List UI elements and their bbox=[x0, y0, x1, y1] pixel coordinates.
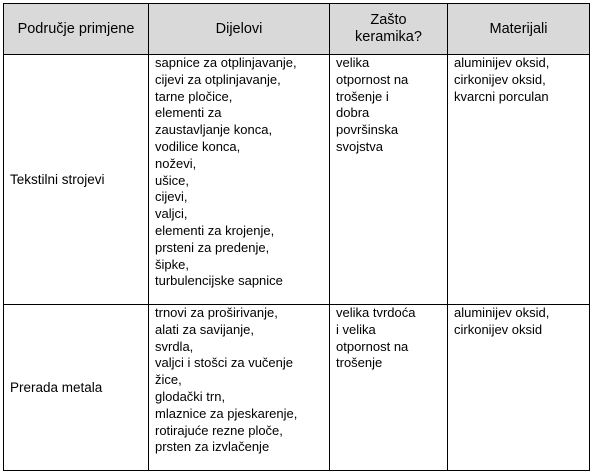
why-line: svojstva bbox=[336, 138, 383, 154]
materials-cell bbox=[448, 55, 590, 305]
part-item: alati za savijanje, bbox=[155, 321, 254, 337]
part-item: svrdla, bbox=[155, 338, 194, 354]
why-line: otpornost na bbox=[336, 71, 409, 87]
table-row bbox=[4, 55, 590, 305]
part-item: rotirajuće rezne ploče, bbox=[155, 422, 283, 438]
application-area-cell: Tekstilni strojevi bbox=[4, 55, 149, 305]
part-item: zaustavljanje konca, bbox=[155, 122, 273, 138]
part-item: mlaznice za pjeskarenje, bbox=[155, 405, 298, 421]
application-area-cell: Prerada metala bbox=[4, 305, 149, 471]
material-item: cirkonijev oksid bbox=[454, 321, 543, 337]
ceramics-applications-table bbox=[3, 3, 590, 471]
material-item: kvarcni porculan bbox=[454, 88, 549, 104]
part-item: tarne pločice, bbox=[155, 88, 233, 104]
why-line: trošenje i bbox=[336, 88, 389, 104]
part-item: cijevi, bbox=[155, 189, 188, 205]
part-item: glodački trn, bbox=[155, 388, 226, 404]
part-item: šipke, bbox=[155, 256, 189, 272]
why-line: dobra bbox=[336, 105, 370, 121]
table-row bbox=[4, 305, 590, 471]
why-ceramics-cell bbox=[330, 305, 448, 471]
material-item: cirkonijev oksid, bbox=[454, 71, 546, 87]
material-item: aluminijev oksid, bbox=[454, 305, 550, 320]
part-item: sapnice za otplinjavanje, bbox=[155, 55, 297, 70]
part-item: turbulencijske sapnice bbox=[155, 273, 283, 289]
header-application-area: Područje primjene bbox=[4, 4, 149, 55]
why-line: velika tvrdoća bbox=[336, 305, 416, 320]
header-row bbox=[4, 4, 590, 55]
part-item: prsteni za predenje, bbox=[155, 239, 270, 255]
why-line: trošenje bbox=[336, 355, 383, 371]
why-line: površinska bbox=[336, 122, 399, 138]
why-line: velika bbox=[336, 55, 370, 70]
part-item: valjci, bbox=[155, 206, 188, 222]
part-item: vodilice konca, bbox=[155, 138, 241, 154]
materials-cell bbox=[448, 305, 590, 471]
material-item: aluminijev oksid, bbox=[454, 55, 550, 70]
why-ceramics-cell bbox=[330, 55, 448, 305]
parts-cell bbox=[149, 305, 330, 471]
part-item: cijevi za otplinjavanje, bbox=[155, 71, 281, 87]
part-item: noževi, bbox=[155, 155, 197, 171]
part-item: žice, bbox=[155, 372, 182, 388]
parts-cell bbox=[149, 55, 330, 305]
why-line: i velika bbox=[336, 321, 376, 337]
part-item: ušice, bbox=[155, 172, 189, 188]
part-item: valjci i stošci za vučenje bbox=[155, 355, 293, 371]
header-parts: Dijelovi bbox=[149, 4, 330, 55]
part-item: prsten za izvlačenje bbox=[155, 439, 270, 455]
part-item: elementi za krojenje, bbox=[155, 222, 275, 238]
part-item: trnovi za proširivanje, bbox=[155, 305, 278, 320]
header-why-ceramics: Zašto keramika? bbox=[330, 4, 448, 55]
why-line: otpornost na bbox=[336, 338, 409, 354]
part-item: elementi za bbox=[155, 105, 222, 121]
header-materials: Materijali bbox=[448, 4, 590, 55]
